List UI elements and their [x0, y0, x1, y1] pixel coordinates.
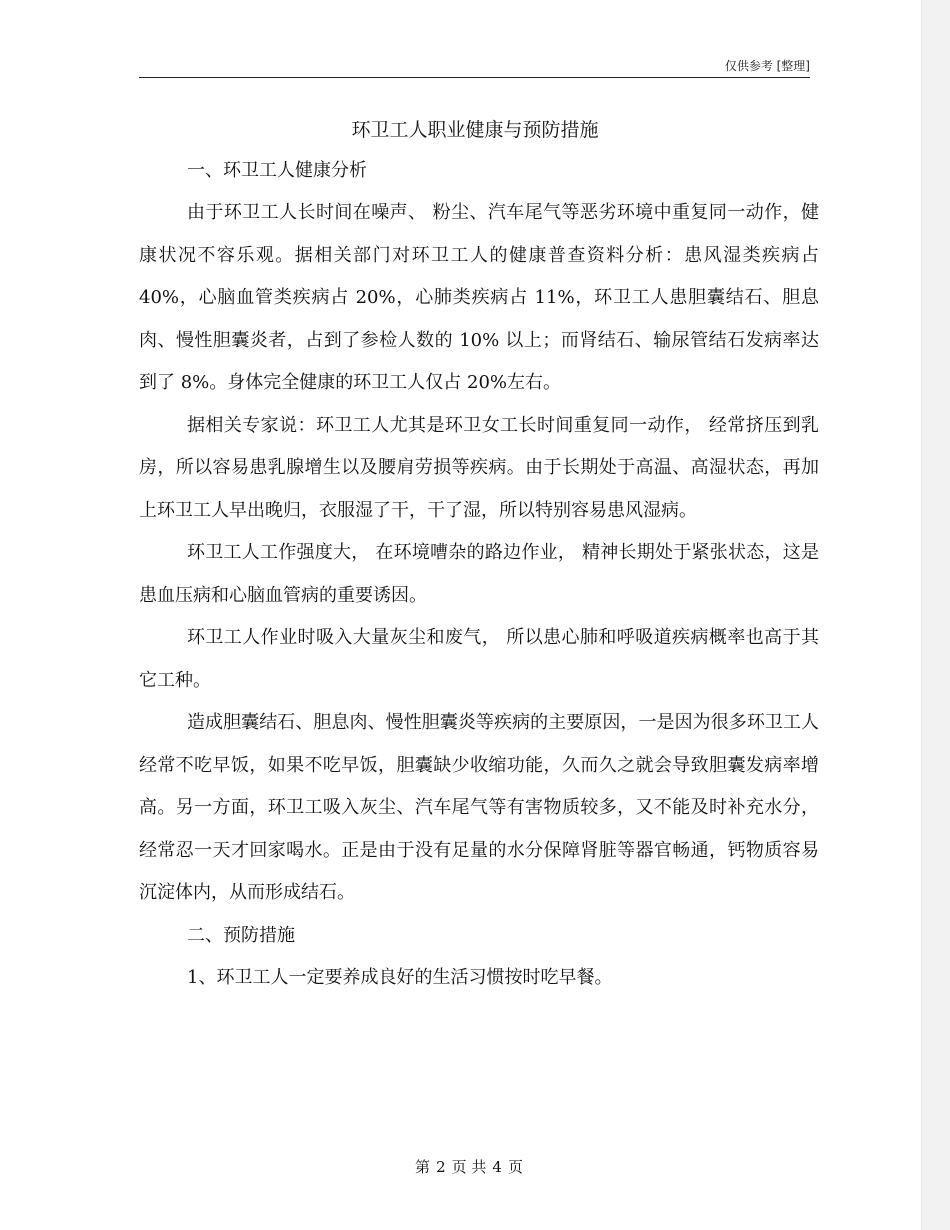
footer-middle: 页 共 — [451, 1158, 487, 1176]
footer-total-pages: 4 — [492, 1158, 502, 1176]
prevention-item-1: 1、环卫工人一定要养成良好的生活习惯按时吃早餐。 — [187, 966, 613, 988]
page-footer — [0, 1156, 950, 1177]
page-edge — [921, 0, 950, 1230]
footer-prefix: 第 — [415, 1158, 431, 1176]
header-note: 仅供参考 [整理] — [724, 59, 810, 73]
document-title: 环卫工人职业健康与预防措施 — [351, 119, 599, 141]
paragraph-expert-opinion: 据相关专家说：环卫工人尤其是环卫女工长时间重复同一动作， 经常挤压到乳房，所以容易患乳腺增生以及腰肩劳损等疾病。由于长期处于高温、高湿状态，再加上环卫工人早出晚归，衣服湿了干，干了湿，所以特别容易患风湿病。 — [139, 414, 819, 521]
header-divider — [139, 77, 810, 78]
paragraph-dust-inhalation: 环卫工人作业时吸入大量灰尘和废气， 所以患心肺和呼吸道疾病概率也高于其它工种。 — [139, 627, 819, 691]
paragraph-health-stats: 由于环卫工人长时间在噪声、 粉尘、汽车尾气等恶劣环境中重复同一动作，健康状况不容乐观。据相关部门对环卫工人的健康普查资料分析：患风湿类疾病占 40%，心脑血管类疾病占 20%，心肺类疾病占 11%，环卫工人患胆囊结石、胆息肉、慢性胆囊炎者，占到了参检人数的 10% 以上；而肾结石、输尿管结石发病率达到了 8%。身体完全健康的环卫工人仅占 20%左右。 — [139, 202, 819, 393]
paragraph-gallstone-causes: 造成胆囊结石、胆息肉、慢性胆囊炎等疾病的主要原因，一是因为很多环卫工人经常不吃早饭，如果不吃早饭，胆囊缺少收缩功能，久而久之就会导致胆囊发病率增高。另一方面，环卫工吸入灰尘、汽车尾气等有害物质较多，又不能及时补充水分，经常忍一天才回家喝水。正是由于没有足量的水分保障肾脏等器官畅通，钙物质容易沉淀体内，从而形成结石。 — [139, 712, 819, 903]
footer-suffix: 页 — [507, 1158, 523, 1176]
section-heading-2: 二、预防措施 — [187, 924, 295, 946]
section-heading-1: 一、环卫工人健康分析 — [187, 160, 367, 181]
paragraph-work-intensity: 环卫工人工作强度大， 在环境嘈杂的路边作业， 精神长期处于紧张状态，这是患血压病和心脑血管病的重要诱因。 — [139, 542, 819, 606]
footer-current-page: 2 — [436, 1158, 446, 1176]
document-body — [139, 110, 819, 999]
